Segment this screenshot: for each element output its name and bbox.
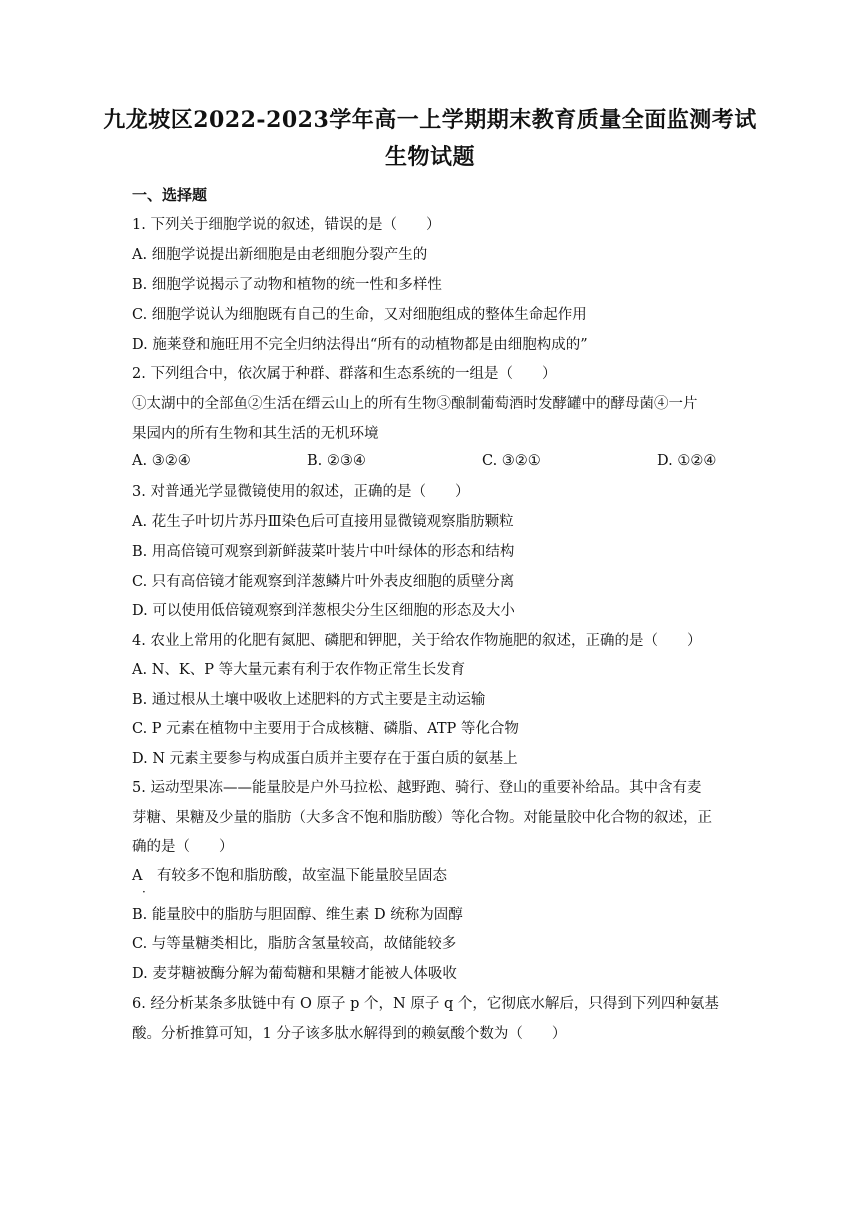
question-5-option-a: A 有较多不饱和脂肪酸，故室温下能量胶呈固态 <box>132 868 447 884</box>
question-4-option-b: B. 通过根从土壤中吸收上述肥料的方式主要是主动运输 <box>132 692 486 708</box>
question-2-desc-line1: ①太湖中的全部鱼②生活在缙云山上的所有生物③酿制葡萄酒时发酵罐中的酵母菌④一片 <box>132 396 698 412</box>
exam-subtitle: 生物试题 <box>384 144 475 170</box>
question-4-option-c: C. P 元素在植物中主要用于合成核糖、磷脂、ATP 等化合物 <box>132 721 519 737</box>
question-2-desc-line2: 果园内的所有生物和其生活的无机环境 <box>132 426 379 442</box>
question-3-option-d: D. 可以使用低倍镜观察到洋葱根尖分生区细胞的形态及大小 <box>132 603 515 619</box>
question-3-option-c: C. 只有高倍镜才能观察到洋葱鳞片叶外表皮细胞的质壁分离 <box>132 574 515 590</box>
question-1-option-c: C. 细胞学说认为细胞既有自己的生命，又对细胞组成的整体生命起作用 <box>132 307 587 323</box>
exam-title: 九龙坡区2022-2023学年高一上学期期末教育质量全面监测考试 <box>103 107 757 133</box>
question-2-option-a: A. ③②④ <box>132 453 191 469</box>
question-3-stem: 3. 对普通光学显微镜使用的叙述，正确的是（ ） <box>132 484 470 500</box>
question-1-option-b: B. 细胞学说揭示了动物和植物的统一性和多样性 <box>132 277 442 293</box>
question-5-option-b: B. 能量胶中的脂肪与胆固醇、维生素 D 统称为固醇 <box>132 907 463 923</box>
question-5-stem-line1: 5. 运动型果冻——能量胶是户外马拉松、越野跑、骑行、登山的重要补给品。其中含有麦 <box>132 780 702 796</box>
question-1-option-d: D. 施莱登和施旺用不完全归纳法得出“所有的动植物都是由细胞构成的” <box>132 337 588 353</box>
question-4-option-a: A. N、K、P 等大量元素有利于农作物正常生长发育 <box>132 662 466 678</box>
question-5-stem-line2: 芽糖、果糖及少量的脂肪（大多含不饱和脂肪酸）等化合物。对能量胶中化合物的叙述，正 <box>132 810 712 826</box>
option-dot-mark: · <box>142 885 146 899</box>
question-2-option-d: D. ①②④ <box>657 453 717 469</box>
question-3-option-b: B. 用高倍镜可观察到新鲜菠菜叶装片中叶绿体的形态和结构 <box>132 544 515 560</box>
question-2-option-b: B. ②③④ <box>307 453 366 469</box>
question-1-stem: 1. 下列关于细胞学说的叙述，错误的是（ ） <box>132 217 441 233</box>
question-2-option-c: C. ③②① <box>482 453 541 469</box>
question-4-option-d: D. N 元素主要参与构成蛋白质并主要存在于蛋白质的氨基上 <box>132 751 518 767</box>
question-3-option-a: A. 花生子叶切片苏丹Ⅲ染色后可直接用显微镜观察脂肪颗粒 <box>132 514 514 530</box>
section-heading: 一、选择题 <box>132 186 208 204</box>
question-6-stem-line2: 酸。分析推算可知，1 分子该多肽水解得到的赖氨酸个数为（ ） <box>132 1026 567 1042</box>
question-6-stem-line1: 6. 经分析某条多肽链中有 O 原子 p 个，N 原子 q 个，它彻底水解后，只得到下列四种氨基 <box>132 996 719 1012</box>
question-1-option-a: A. 细胞学说提出新细胞是由老细胞分裂产生的 <box>132 247 428 263</box>
question-5-option-c: C. 与等量糖类相比，脂肪含氢量较高，故储能较多 <box>132 936 457 952</box>
question-4-stem: 4. 农业上常用的化肥有氮肥、磷肥和钾肥，关于给农作物施肥的叙述，正确的是（ ） <box>132 633 702 649</box>
question-2-stem: 2. 下列组合中，依次属于种群、群落和生态系统的一组是（ ） <box>132 366 557 382</box>
question-5-stem-line3: 确的是（ ） <box>132 839 234 855</box>
question-5-option-d: D. 麦芽糖被酶分解为葡萄糖和果糖才能被人体吸收 <box>132 966 457 982</box>
